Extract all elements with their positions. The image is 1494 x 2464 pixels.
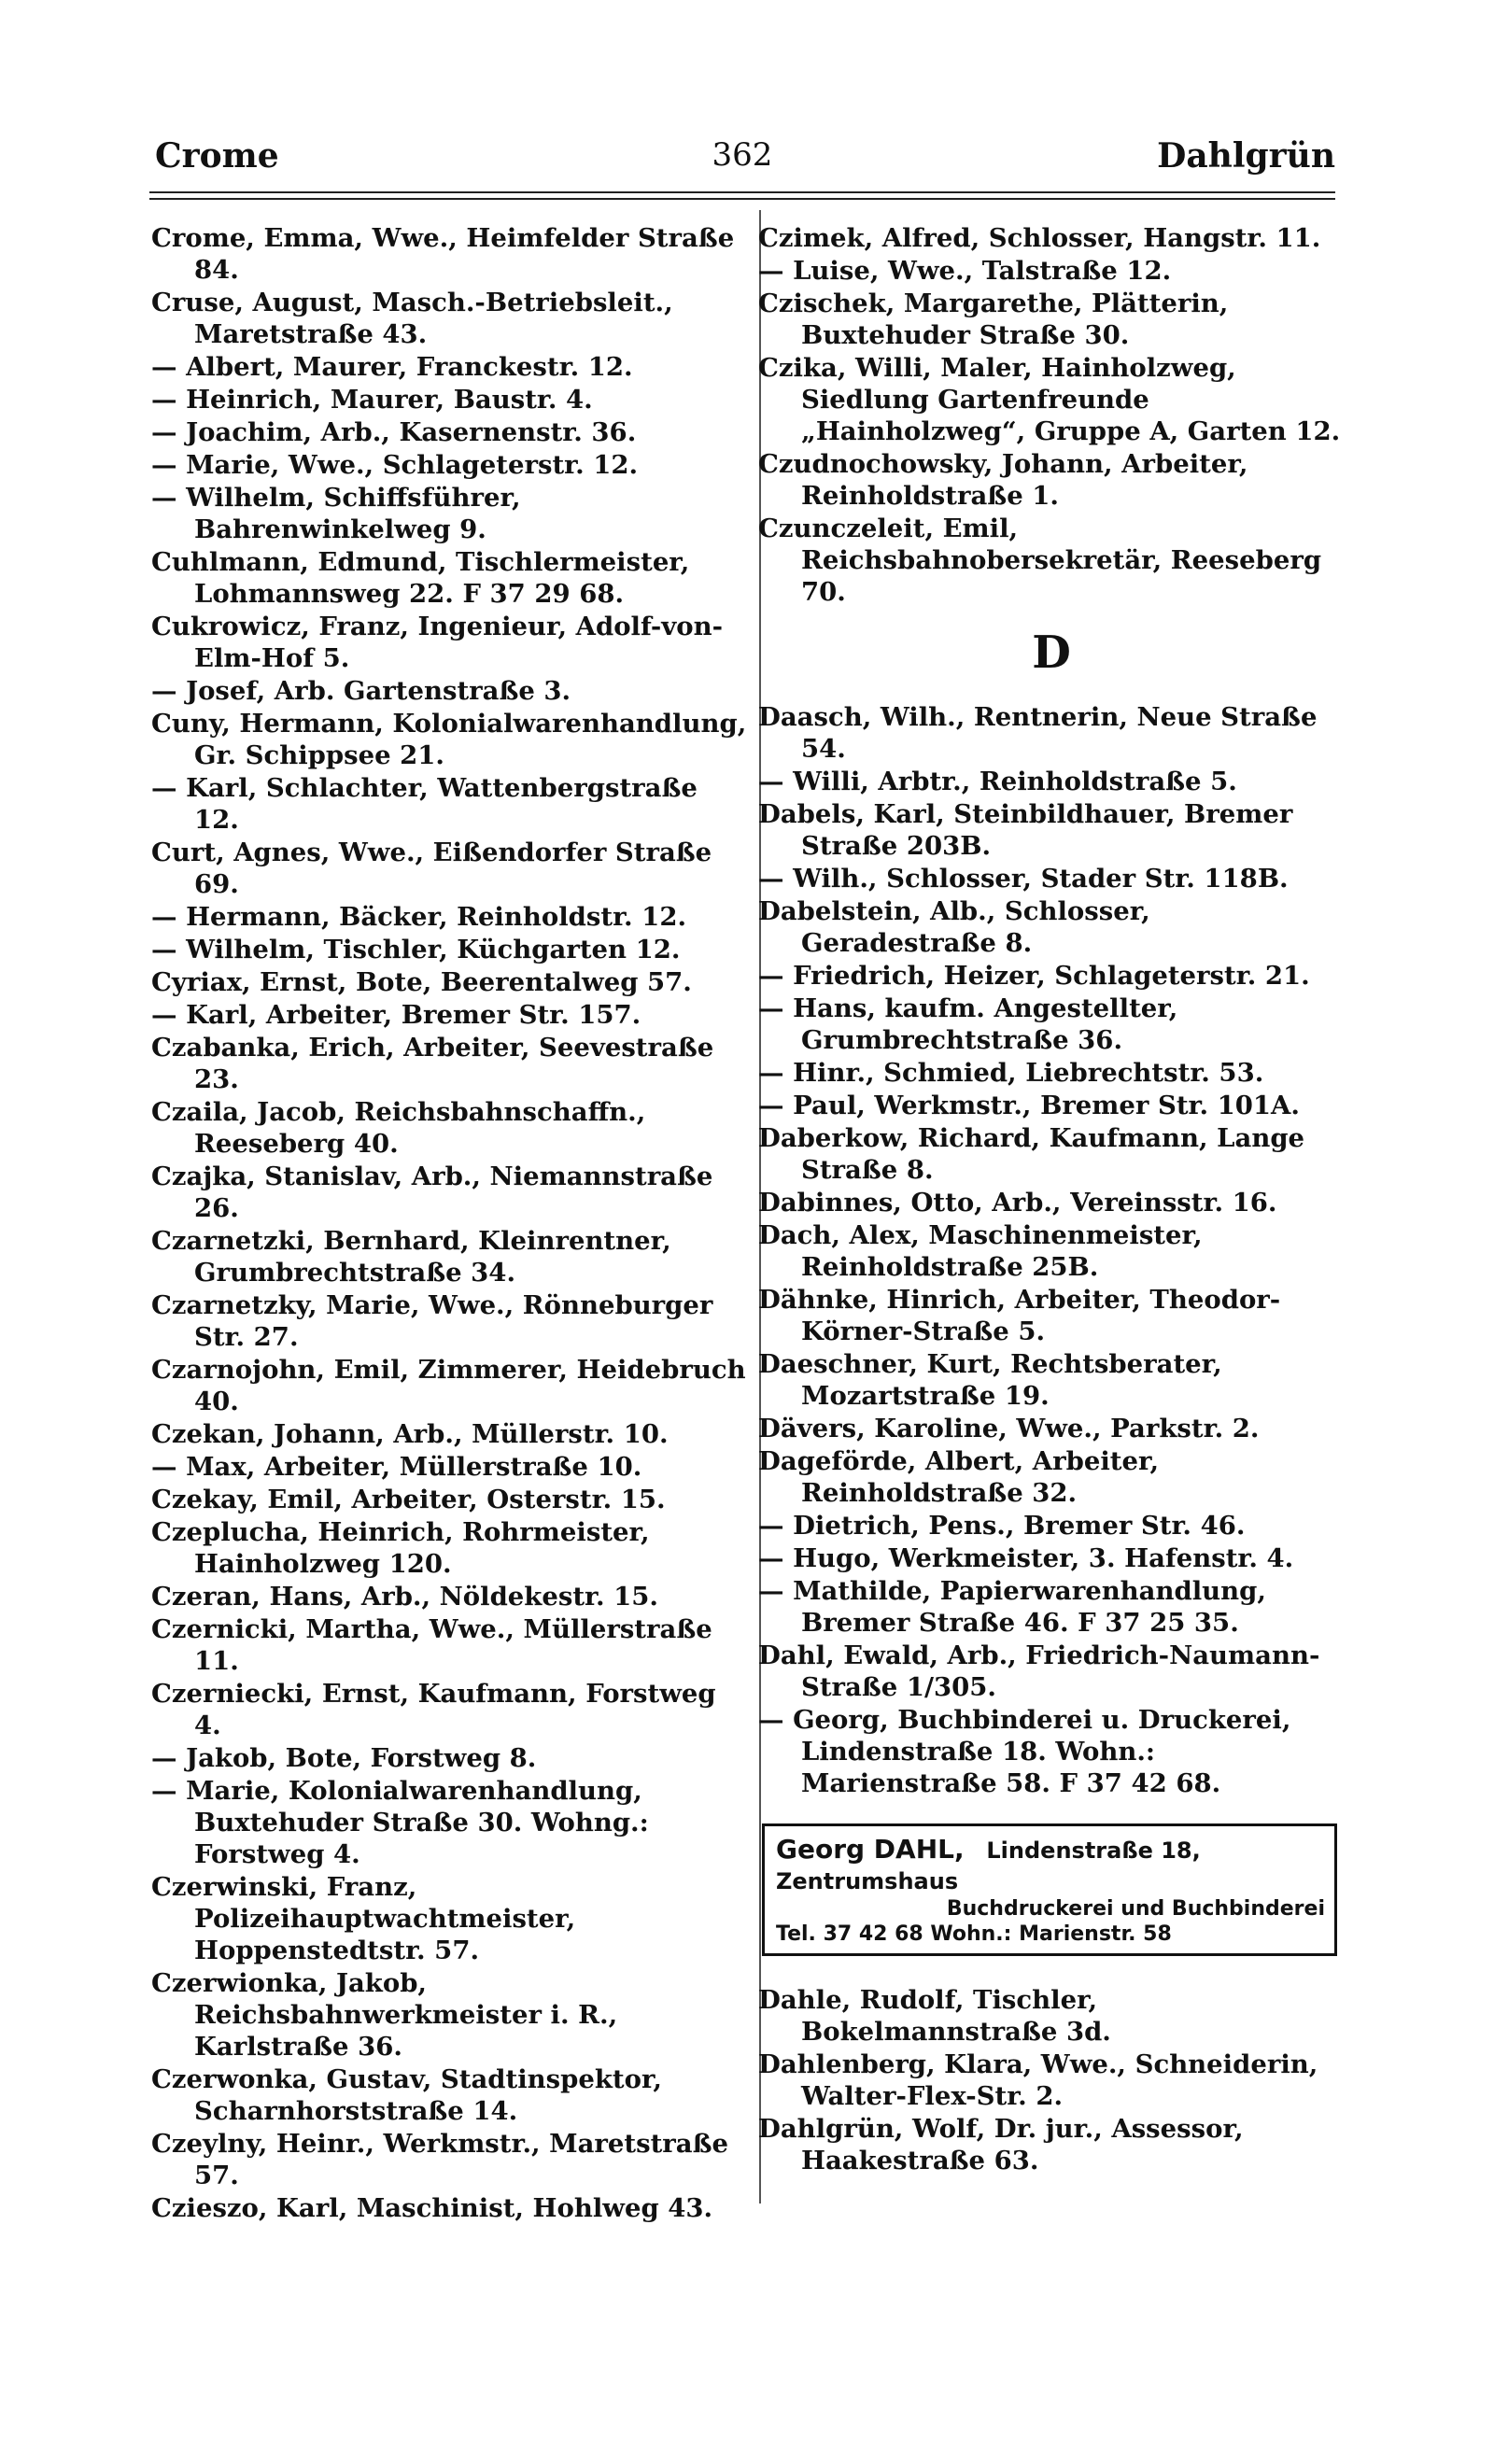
directory-entry: Czudnochowsky, Johann, Arbeiter, Reinholdstraße 1. [758,449,1248,511]
directory-entry: Cruse, August, Masch.-Betriebsleit., Maretstraße 43. [151,288,673,349]
ad-contact: Tel. 37 42 68 Wohn.: Marienstr. 58 [776,1922,1172,1946]
directory-entry: Czerniecki, Ernst, Kaufmann, Forstweg 4. [151,1679,716,1740]
directory-entry: Dahlgrün, Wolf, Dr. jur., Assessor, Haakestraße 63. [758,2114,1244,2175]
section-letter: D [1032,627,1071,679]
directory-entry: — Luise, Wwe., Talstraße 12. [758,256,1172,286]
directory-entry: Czieszo, Karl, Maschinist, Hohlweg 43. [151,2193,713,2223]
directory-entry: — Wilhelm, Schiffsführer, Bahrenwinkelweg 9. [151,483,521,544]
directory-entry: Daasch, Wilh., Rentnerin, Neue Straße 54. [758,702,1318,764]
directory-entry: Czeylny, Heinr., Werkmstr., Maretstraße 57. [151,2129,728,2190]
directory-entry: Czekan, Johann, Arb., Müllerstr. 10. [151,1419,669,1449]
directory-entry: Czernicki, Martha, Wwe., Müllerstraße 11. [151,1614,712,1676]
directory-entry: — Albert, Maurer, Franckestr. 12. [151,352,633,382]
directory-entry: Dahl, Ewald, Arb., Friedrich-Naumann-Straße 1/305. [758,1640,1320,1702]
directory-entry: Curt, Agnes, Wwe., Eißendorfer Straße 69. [151,838,712,899]
directory-entry: Czarnojohn, Emil, Zimmerer, Heidebruch 40. [151,1355,746,1416]
directory-entry: — Friedrich, Heizer, Schlageterstr. 21. [758,961,1310,991]
ad-address: Lindenstraße 18, Zentrumshaus [776,1837,1201,1894]
directory-entry: Czunczeleit, Emil, Reichsbahnobersekretär, Reeseberg 70. [758,514,1322,607]
directory-entry: Czajka, Stanislav, Arb., Niemannstraße 26. [151,1162,713,1223]
directory-entry: — Joachim, Arb., Kasernenstr. 36. [151,417,637,447]
directory-entry: Czabanka, Erich, Arbeiter, Seevestraße 23. [151,1033,714,1094]
directory-entry: Czika, Willi, Maler, Hainholzweg, Siedlung Gartenfreunde „Hainholzweg“, Gruppe A, Garten 12. [758,353,1341,446]
directory-entry: — Hermann, Bäcker, Reinholdstr. 12. [151,902,687,932]
directory-entry: Dageförde, Albert, Arbeiter, Reinholdstraße 32. [758,1446,1160,1508]
page-number: 362 [712,136,773,174]
directory-entry: — Marie, Wwe., Schlageterstr. 12. [151,450,639,480]
right-column-top-entries [758,222,1345,608]
directory-entry: Dabelstein, Alb., Schlosser, Geradestraße 8. [758,896,1150,958]
directory-entry: Czerwonka, Gustav, Stadtinspektor, Scharnhorststraße 14. [151,2064,663,2126]
directory-entry: — Hans, kaufm. Angestellter, Grumbrechtstraße 36. [758,993,1178,1055]
directory-entry: — Wilh., Schlosser, Stader Str. 118B. [758,864,1289,894]
page-header [149,136,1335,183]
directory-entry: Dabels, Karl, Steinbildhauer, Bremer Straße 203B. [758,799,1293,861]
directory-entry: Daeschner, Kurt, Rechtsberater, Mozartstraße 19. [758,1349,1222,1411]
directory-entry: Czerwionka, Jakob, Reichsbahnwerkmeister i. R., Karlstraße 36. [151,1968,618,2062]
right-column-bottom-entries [758,1984,1345,2176]
right-column [758,222,1345,2177]
directory-entry: Crome, Emma, Wwe., Heimfelder Straße 84. [151,223,735,285]
right-column-d-entries [758,701,1345,1799]
directory-entry: — Heinrich, Maurer, Baustr. 4. [151,385,593,415]
directory-entry: Czeran, Hans, Arb., Nöldekestr. 15. [151,1582,658,1612]
directory-entry: Czeplucha, Heinrich, Rohrmeister, Hainholzweg 120. [151,1517,650,1579]
directory-entry: — Georg, Buchbinderei u. Druckerei, Lindenstraße 18. Wohn.: Marienstraße 58. F 37 42 68. [758,1705,1291,1798]
directory-entry: Czarnetzky, Marie, Wwe., Rönneburger Str. 27. [151,1290,713,1352]
directory-entry: Dach, Alex, Maschinenmeister, Reinholdstraße 25B. [758,1220,1203,1282]
directory-entry: — Paul, Werkmstr., Bremer Str. 101A. [758,1091,1300,1120]
directory-entry: — Mathilde, Papierwarenhandlung, Bremer Straße 46. F 37 25 35. [758,1576,1266,1638]
directory-entry: Czischek, Margarethe, Plätterin, Buxtehuder Straße 30. [758,289,1229,350]
directory-entry: Czimek, Alfred, Schlosser, Hangstr. 11. [758,223,1321,253]
directory-entry: — Willi, Arbtr., Reinholdstraße 5. [758,767,1237,796]
advertisement-box [762,1823,1337,1956]
directory-entry: Czaila, Jacob, Reichsbahnschaffn., Reeseberg 40. [151,1097,646,1159]
ad-company-name: Georg DAHL, [776,1834,965,1865]
directory-entry: — Karl, Schlachter, Wattenbergstraße 12. [151,773,698,835]
directory-entry: — Dietrich, Pens., Bremer Str. 46. [758,1511,1246,1541]
directory-entry: Cuhlmann, Edmund, Tischlermeister, Lohmannsweg 22. F 37 29 68. [151,547,690,609]
directory-entry: Czekay, Emil, Arbeiter, Osterstr. 15. [151,1485,666,1514]
ad-services: Buchdruckerei und Buchbinderei [946,1897,1325,1921]
directory-entry: — Karl, Arbeiter, Bremer Str. 157. [151,1000,641,1030]
header-rule-double [149,198,1335,200]
directory-entry: Czarnetzki, Bernhard, Kleinrentner, Grumbrechtstraße 34. [151,1226,671,1288]
running-head-right: Dahlgrün [1157,136,1335,176]
running-head-left: Crome [155,136,279,176]
directory-entry: — Hinr., Schmied, Liebrechtstr. 53. [758,1058,1264,1088]
directory-entry: — Wilhelm, Tischler, Küchgarten 12. [151,935,681,964]
directory-entry: Dähnke, Hinrich, Arbeiter, Theodor-Körner-Straße 5. [758,1285,1281,1346]
directory-entry: Daberkow, Richard, Kaufmann, Lange Straße 8. [758,1123,1305,1185]
directory-entry: Dävers, Karoline, Wwe., Parkstr. 2. [758,1414,1260,1443]
left-column [151,222,749,2225]
directory-entry: — Josef, Arb. Gartenstraße 3. [151,676,571,706]
directory-entry: Dahle, Rudolf, Tischler, Bokelmannstraße 3d. [758,1985,1111,2047]
ad-header [776,1834,1325,1895]
directory-entry: Dahlenberg, Klara, Wwe., Schneiderin, Walter-Flex-Str. 2. [758,2049,1318,2111]
directory-entry: Czerwinski, Franz, Polizeihauptwachtmeister, Hoppenstedtstr. 57. [151,1872,576,1965]
directory-entry: Cyriax, Ernst, Bote, Beerentalweg 57. [151,967,692,997]
directory-entry: — Marie, Kolonialwarenhandlung, Buxtehuder Straße 30. Wohng.: Forstweg 4. [151,1776,649,1869]
header-rule [149,191,1335,193]
directory-entry: Cukrowicz, Franz, Ingenieur, Adolf-von-Elm-Hof 5. [151,612,723,673]
directory-entry: Cuny, Hermann, Kolonialwarenhandlung, Gr. Schippsee 21. [151,709,747,770]
directory-entry: Dabinnes, Otto, Arb., Vereinsstr. 16. [758,1188,1277,1218]
directory-entry: — Max, Arbeiter, Müllerstraße 10. [151,1452,642,1482]
directory-entry: — Hugo, Werkmeister, 3. Hafenstr. 4. [758,1543,1294,1573]
directory-entry: — Jakob, Bote, Forstweg 8. [151,1743,537,1773]
